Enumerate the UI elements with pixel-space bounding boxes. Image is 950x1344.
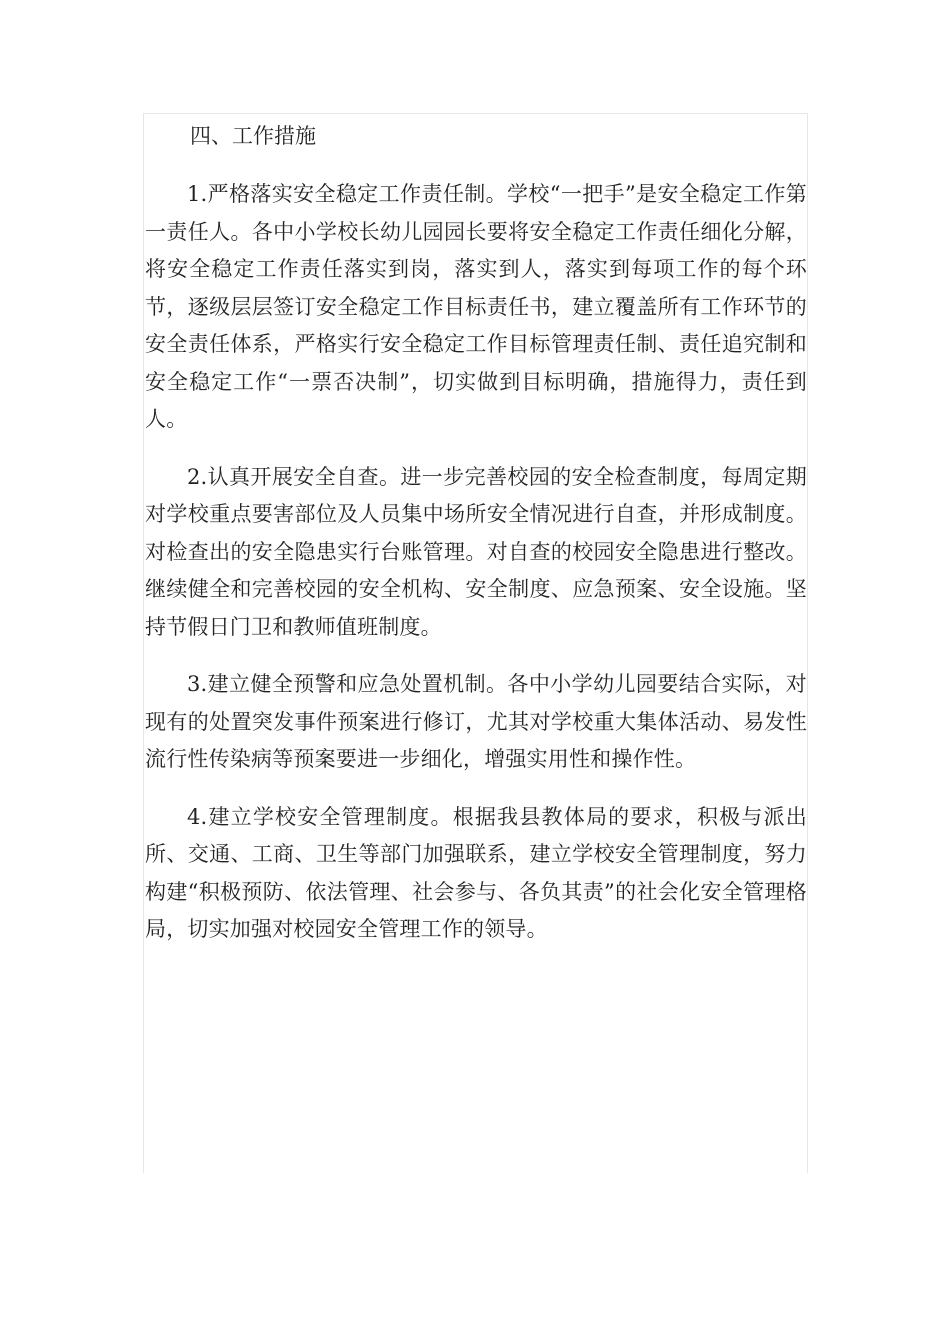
paragraph-2: 2.认真开展安全自查。进一步完善校园的安全检查制度，每周定期对学校重点要害部位及人员集中场所安全情况进行自查，并形成制度。对检查出的安全隐患实行台账管理。对自查的校园安全隐患进行整改。继续健全和完善校园的安全机构、安全制度、应急预案、安全设施。坚持节假日门卫和教师值班制度。 xyxy=(145,464,807,639)
document-body xyxy=(145,118,807,969)
paragraph-4: 4.建立学校安全管理制度。根据我县教体局的要求，积极与派出所、交通、工商、卫生等部门加强联系，建立学校安全管理制度，努力构建“积极预防、依法管理、社会参与、各负其责”的社会化安全管理格局，切实加强对校园安全管理工作的领导。 xyxy=(145,804,807,941)
paragraph-1: 1.严格落实安全稳定工作责任制。学校“一把手”是安全稳定工作第一责任人。各中小学校长幼儿园园长要将安全稳定工作责任细化分解，将安全稳定工作责任落实到岗，落实到人，落实到每项工作的每个环节，逐级层层签订安全稳定工作目标责任书，建立覆盖所有工作环节的安全责任体系，严格实行安全稳定工作目标管理责任制、责任追究制和安全稳定工作“一票否决制”，切实做到目标明确，措施得力，责任到人。 xyxy=(145,182,807,431)
paragraph-3: 3.建立健全预警和应急处置机制。各中小学幼儿园要结合实际，对现有的处置突发事件预案进行修订，尤其对学校重大集体活动、易发性流行性传染病等预案要进一步细化，增强实用性和操作性。 xyxy=(145,672,807,771)
section-heading: 四、工作措施 xyxy=(190,124,316,148)
